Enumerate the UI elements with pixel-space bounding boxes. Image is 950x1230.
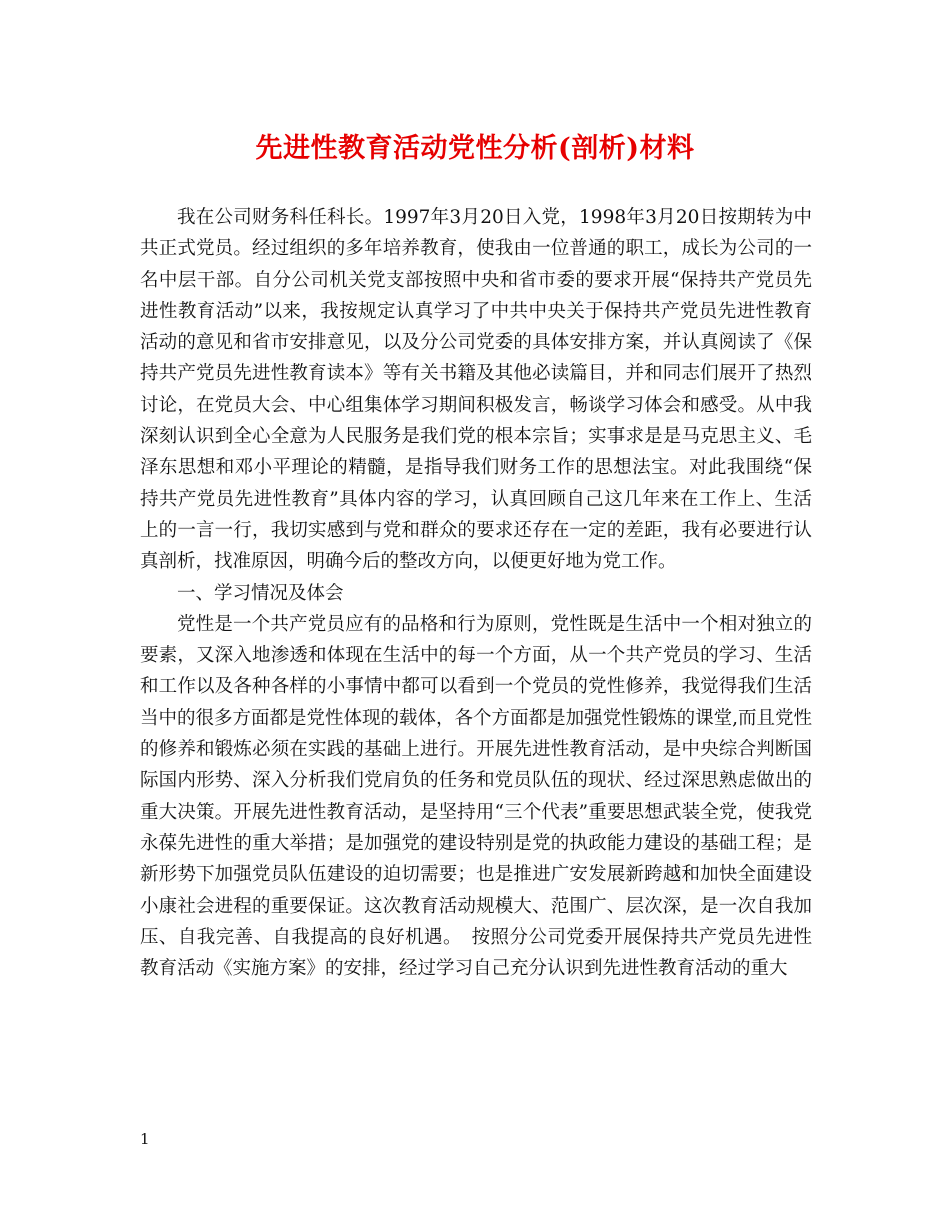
page-number: 1 xyxy=(140,1130,150,1148)
section-heading-study: 一、学习情况及体会 xyxy=(177,582,344,604)
paragraph-party-spirit: 党性是一个共产党员应有的品格和行为原则，党性既是生活中一个相对独立的要素，又深入地渗透和体现在生活中的每一个方面，从一个共产党员的学习、生活和工作以及各种各样的小事情中都可以看到一个党员的党性修养，我觉得我们生活当中的很多方面都是党性体现的载体，各个方面都是加强党性锻炼的课堂,而且党性的修养和锻炼必须在实践的基础上进行。开展先进性教育活动，是中央综合判断国际国内形势、深入分析我们党肩负的任务和党员队伍的现状、经过深思熟虑做出的重大决策。开展先进性教育活动，是坚持用“三个代表”重要思想武装全党，使我党永葆先进性的重大举措；是加强党的建设特别是党的执政能力建设的基础工程；是新形势下加强党员队伍建设的迫切需要；也是推进广安发展新跨越和加快全面建设小康社会进程的重要保证。这次教育活动规模大、范围广、层次深，是一次自我加压、自我完善、自我提高的良好机遇。 按照分公司党委开展保持共产党员先进性教育活动《实施方案》的安排，经过学习自己充分认识到先进性教育活动的重大 xyxy=(140,613,812,980)
paragraph-intro: 我在公司财务科任科长。1997年3月20日入党，1998年3月20日按期转为中共正式党员。经过组织的多年培养教育，使我由一位普通的职工，成长为公司的一名中层干部。自分公司机关党支部按照中央和省市委的要求开展“保持共产党员先进性教育活动”以来，我按规定认真学习了中共中央关于保持共产党员先进性教育活动的意见和省市安排意见，以及分公司党委的具体安排方案，并认真阅读了《保持共产党员先进性教育读本》等有关书籍及其他必读篇目，并和同志们展开了热烈讨论，在党员大会、中心组集体学习期间积极发言，畅谈学习体会和感受。从中我深刻认识到全心全意为人民服务是我们党的根本宗旨；实事求是是马克思主义、毛泽东思想和邓小平理论的精髓，是指导我们财务工作的思想法宝。对此我围绕“保持共产党员先进性教育”具体内容的学习，认真回顾自己这几年来在工作上、生活上的一言一行，我切实感到与党和群众的要求还存在一定的差距，我有必要进行认真剖析，找准原因，明确今后的整改方向，以便更好地为党工作。 xyxy=(140,207,812,573)
document-title: 先进性教育活动党性分析(剖析)材料 xyxy=(255,133,695,164)
document-body xyxy=(140,202,812,984)
